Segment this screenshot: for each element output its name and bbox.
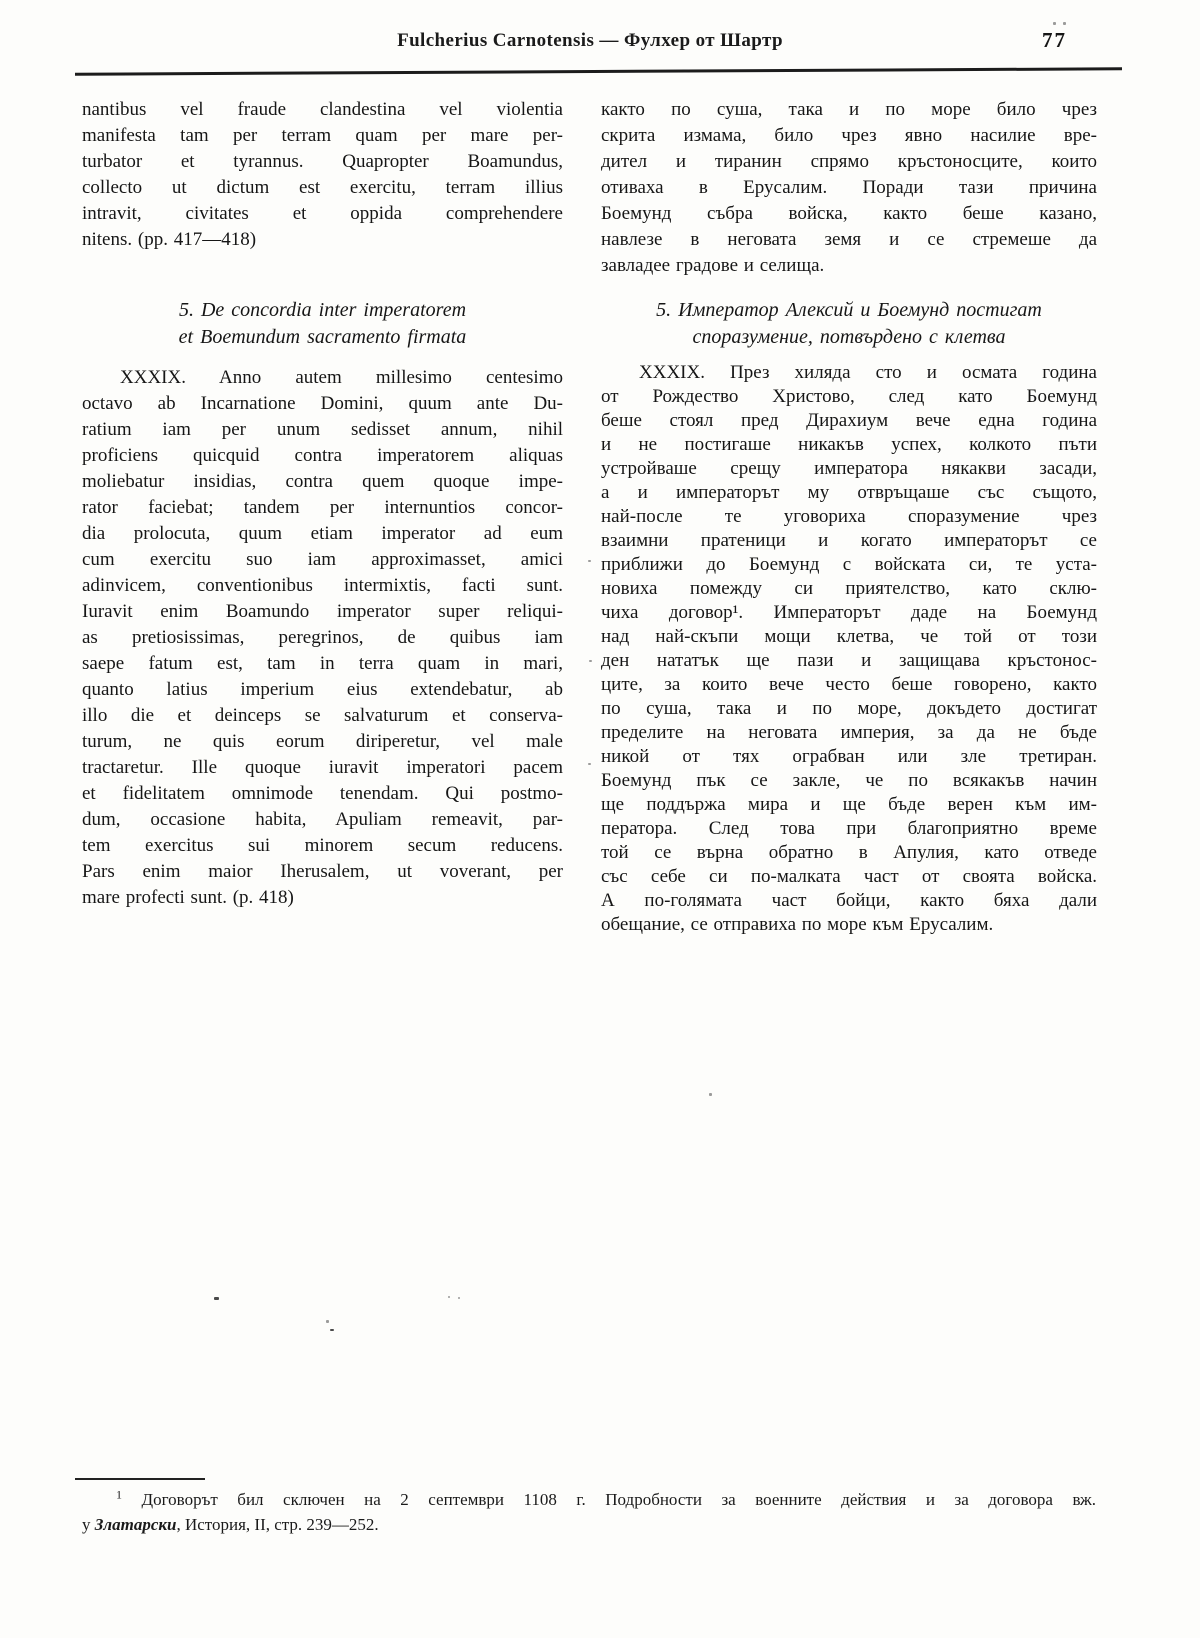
bulgarian-paragraph-continuation bbox=[601, 97, 1097, 279]
scan-speck bbox=[1063, 22, 1066, 25]
text-line: manifesta tam per terram quam per mare per- bbox=[82, 125, 563, 146]
text-line: и не постигаше никакъв успех, колкото пъти bbox=[601, 434, 1097, 455]
latin-paragraph-continuation bbox=[82, 97, 563, 253]
text-line: от Рождество Христово, след като Боемунд bbox=[601, 386, 1097, 407]
text-line: collecto ut dictum est exercitu, terram illius bbox=[82, 177, 563, 198]
text-line: обещание, се отправиха по море към Ерусалим. bbox=[601, 914, 994, 935]
text-line: беше стоял пред Дирахиум вече една година bbox=[601, 410, 1097, 431]
text-line: 5. De concordia inter imperatorem bbox=[178, 299, 467, 321]
footnote-author-name: Златарски bbox=[94, 1515, 177, 1534]
text-line: както по суша, така и по море било чрез bbox=[601, 99, 1097, 120]
text-line: ще поддържа мира и ще бъде верен към им- bbox=[601, 794, 1097, 815]
footnote-text: у bbox=[82, 1515, 95, 1534]
footnote bbox=[82, 1487, 1096, 1537]
text-line: dia prolocuta, quum etiam imperator ad eum bbox=[82, 523, 563, 544]
text-line: отиваха в Ерусалим. Поради тази причина bbox=[601, 177, 1097, 198]
text-line: навлезе в неговата земя и се стремеше да bbox=[601, 229, 1097, 250]
text-line: А по-голямата част бойци, както бяха дали bbox=[601, 890, 1097, 911]
scan-speck bbox=[709, 1093, 712, 1096]
text-line: turbator et tyrannus. Quapropter Boamundus, bbox=[82, 151, 563, 172]
bulgarian-section-heading bbox=[601, 297, 1097, 351]
text-line: et Boemundum sacramento firmata bbox=[178, 326, 467, 348]
scan-speck bbox=[214, 1297, 219, 1300]
latin-column bbox=[82, 97, 563, 911]
scan-speck bbox=[589, 660, 592, 662]
text-line: дител и тиранин спрямо кръстоносците, които bbox=[601, 151, 1097, 172]
header-rule bbox=[75, 67, 1122, 75]
text-line: взаимни пратеници и когато императорът се bbox=[601, 530, 1097, 551]
text-line: cum exercitu suo iam approximasset, amici bbox=[82, 549, 563, 570]
text-line: intravit, civitates et oppida comprehendere bbox=[82, 203, 563, 224]
bulgarian-paragraph-xxxix bbox=[601, 361, 1097, 937]
text-line: adinvicem, conventionibus intermixtis, facti sunt. bbox=[82, 575, 563, 596]
footnote-line-2 bbox=[82, 1512, 1096, 1537]
footnote-text: , История, II, стр. 239—252. bbox=[176, 1515, 379, 1534]
text-line: as pretiosissimas, peregrinos, de quibus iam bbox=[82, 627, 563, 648]
text-line: по суша, така и по море, докъдето достигат bbox=[601, 698, 1097, 719]
text-line: quanto latius imperium eius extendebatur, ab bbox=[82, 679, 563, 700]
text-line: ден нататък ще пази и защищава кръстонос- bbox=[601, 650, 1097, 671]
page-number: 77 bbox=[1042, 28, 1067, 52]
text-line: tractaretur. Ille quoque iuravit imperatori pacem bbox=[82, 757, 563, 778]
text-line: споразумение, потвърдено с клетва bbox=[692, 326, 1006, 348]
footnote-text: Договорът бил сключен на 2 септември 1108 г. Подробности за военните действия и за договора вж. bbox=[141, 1490, 1096, 1509]
scan-speck bbox=[458, 1297, 460, 1299]
text-line: най-после те уговориха споразумение чрез bbox=[601, 506, 1097, 527]
running-header-title: Fulcherius Carnotensis — Фулхер от Шартр bbox=[397, 30, 783, 51]
text-line: скрита измама, било чрез явно насилие вре- bbox=[601, 125, 1097, 146]
text-line: XXXIX. През хиляда сто и осмата година bbox=[639, 362, 1097, 383]
latin-paragraph-xxxix bbox=[82, 365, 563, 911]
scan-speck bbox=[588, 763, 591, 765]
scan-speck bbox=[326, 1320, 329, 1323]
text-line: със себе си по-малката част от своята войска. bbox=[601, 866, 1097, 887]
text-line: Боемунд събра войска, както беше казано, bbox=[601, 203, 1097, 224]
text-line: приближи до Боемунд с войската си, те уста- bbox=[601, 554, 1097, 575]
scan-speck bbox=[588, 560, 591, 562]
text-line: illo die et deinceps se salvaturum et conserva- bbox=[82, 705, 563, 726]
text-line: никой от тях ограбван или зле третиран. bbox=[601, 746, 1097, 767]
text-line: dum, occasione habita, Apuliam remeavit, par- bbox=[82, 809, 563, 830]
text-line: Iuravit enim Boamundo imperator super reliqui- bbox=[82, 601, 563, 622]
text-line: proficiens quicquid contra imperatorem aliquas bbox=[82, 445, 563, 466]
scan-speck bbox=[330, 1329, 334, 1331]
text-line: tem exercitus sui minorem secum reducens. bbox=[82, 835, 563, 856]
text-line: а и императорът му отвръщаше със същото, bbox=[601, 482, 1097, 503]
text-line: nantibus vel fraude clandestina vel violentia bbox=[82, 99, 563, 120]
text-line: чиха договор¹. Императорът даде на Боемунд bbox=[601, 602, 1097, 623]
text-line: mare profecti sunt. (p. 418) bbox=[82, 887, 294, 908]
text-line: saepe fatum est, tam in terra quam in mari, bbox=[82, 653, 563, 674]
text-line: той се върна обратно в Апулия, като отведе bbox=[601, 842, 1097, 863]
text-line: завладее градове и селища. bbox=[601, 255, 825, 276]
text-line: новиха помежду си приятелство, като склю- bbox=[601, 578, 1097, 599]
text-line: устройваше срещу императора някакви засади, bbox=[601, 458, 1097, 479]
text-line: XXXIX. Anno autem millesimo centesimo bbox=[120, 367, 563, 388]
text-line: над най-скъпи мощи клетва, че той от този bbox=[601, 626, 1097, 647]
text-line: moliebatur insidias, contra quem quoque impe- bbox=[82, 471, 563, 492]
text-line: ratium iam per unum sedisset annum, nihil bbox=[82, 419, 563, 440]
footnote-line-1 bbox=[82, 1487, 1096, 1512]
text-line: ператора. След това при благоприятно време bbox=[601, 818, 1097, 839]
text-line: octavo ab Incarnatione Domini, quum ante Du- bbox=[82, 393, 563, 414]
footnote-separator-rule bbox=[75, 1478, 205, 1480]
bulgarian-column bbox=[601, 97, 1097, 937]
scan-speck bbox=[1053, 22, 1056, 25]
text-line: Pars enim maior Iherusalem, ut voverant, per bbox=[82, 861, 563, 882]
text-line: nitens. (pp. 417—418) bbox=[82, 229, 257, 250]
scan-speck bbox=[448, 1296, 450, 1298]
text-line: Боемунд пък се закле, че по всякакъв начин bbox=[601, 770, 1097, 791]
text-line: et fidelitatem omnimode tenendam. Qui postmo- bbox=[82, 783, 563, 804]
text-line: turum, ne quis eorum diriperetur, vel male bbox=[82, 731, 563, 752]
text-line: 5. Император Алексий и Боемунд постигат bbox=[656, 299, 1042, 321]
text-line: ците, за които вече често беше говорено, както bbox=[601, 674, 1097, 695]
latin-section-heading bbox=[82, 297, 563, 351]
footnote-marker: 1 bbox=[116, 1487, 122, 1502]
text-line: rator faciebat; tandem per internuntios concor- bbox=[82, 497, 563, 518]
text-line: пределите на неговата империя, за да не бъде bbox=[601, 722, 1097, 743]
